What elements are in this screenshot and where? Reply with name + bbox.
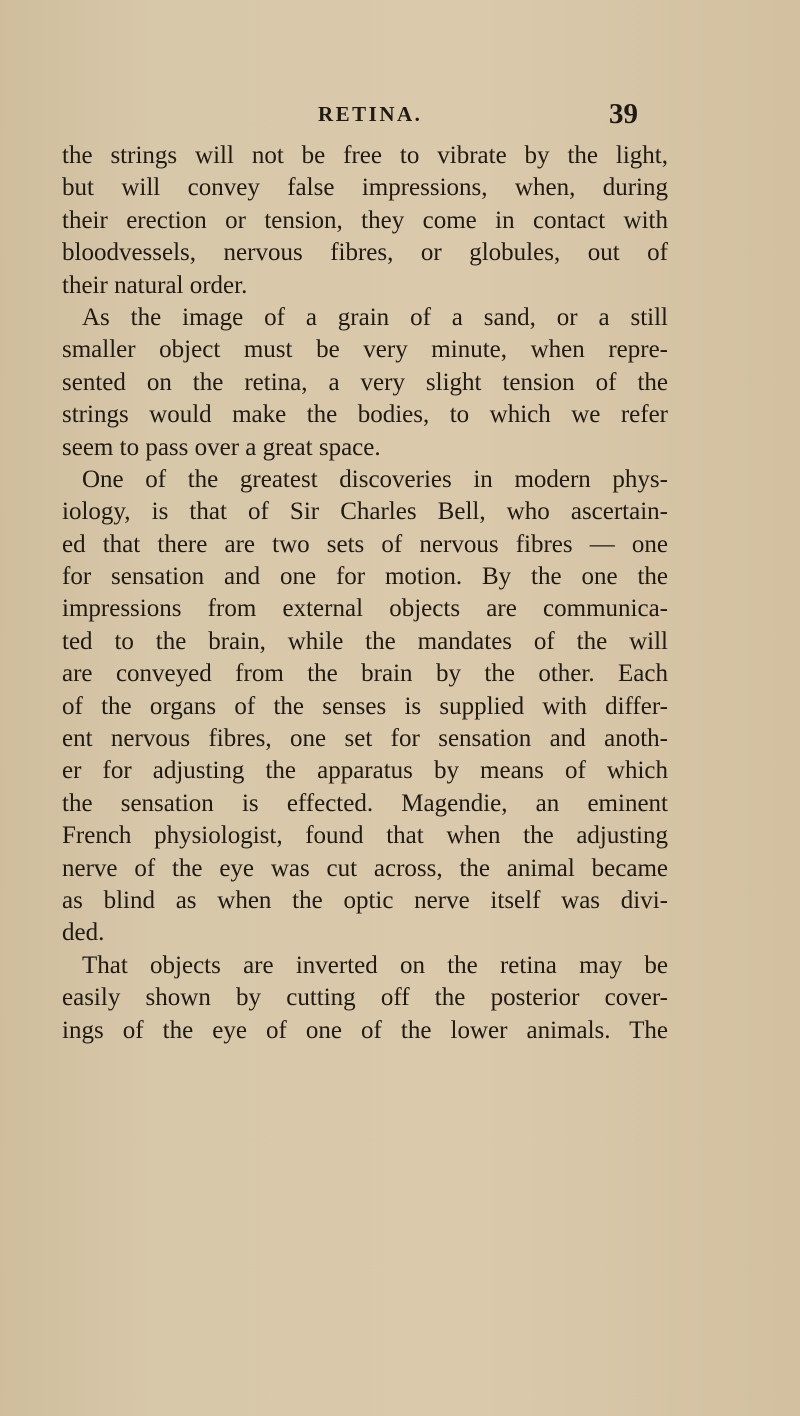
text-line: as blind as when the optic nerve itself was divi- bbox=[62, 886, 668, 914]
text-line: their erection or tension, they come in contact with bbox=[62, 206, 668, 234]
text-line: their natural order. bbox=[62, 271, 248, 299]
text-line: nerve of the eye was cut across, the animal became bbox=[62, 854, 668, 882]
text-line: sented on the retina, a very slight tension of the bbox=[62, 368, 668, 396]
text-line: smaller object must be very minute, when repre- bbox=[62, 336, 668, 364]
text-line: strings would make the bodies, to which we refer bbox=[62, 401, 668, 429]
text-line: of the organs of the senses is supplied with differ- bbox=[62, 692, 668, 720]
text-line: for sensation and one for motion. By the one the bbox=[62, 563, 668, 591]
text-line: the strings will not be free to vibrate by the light, bbox=[62, 142, 668, 169]
page-number: 39 bbox=[609, 98, 638, 130]
text-line: ings of the eye of one of the lower animals. The bbox=[62, 1016, 668, 1044]
text-line: ed that there are two sets of nervous fibres — one bbox=[62, 530, 668, 558]
text-line: seem to pass over a great space. bbox=[62, 433, 381, 461]
running-title: RETINA. bbox=[318, 102, 423, 126]
text-line: iology, is that of Sir Charles Bell, who ascertain- bbox=[62, 498, 668, 526]
text-line: but will convey false impressions, when, during bbox=[62, 174, 668, 202]
text-line: ted to the brain, while the mandates of the will bbox=[62, 627, 668, 655]
text-line: impressions from external objects are communica- bbox=[62, 595, 668, 623]
text-line: er for adjusting the apparatus by means of which bbox=[62, 757, 668, 785]
running-head bbox=[0, 98, 800, 138]
text-line: are conveyed from the brain by the other. Each bbox=[62, 660, 668, 688]
text-line: ent nervous fibres, one set for sensation and anoth- bbox=[62, 725, 668, 753]
text-line: bloodvessels, nervous fibres, or globules, out of bbox=[62, 239, 668, 267]
body-text bbox=[62, 140, 668, 1047]
text-line: French physiologist, found that when the adjusting bbox=[62, 822, 668, 850]
text-line: That objects are inverted on the retina may be bbox=[82, 951, 668, 979]
text-line: easily shown by cutting off the posterior cover- bbox=[62, 984, 668, 1012]
text-line: the sensation is effected. Magendie, an eminent bbox=[62, 789, 668, 817]
text-line: As the image of a grain of a sand, or a still bbox=[82, 303, 668, 331]
text-line: ded. bbox=[62, 919, 105, 947]
text-line: One of the greatest discoveries in modern phys- bbox=[82, 465, 668, 493]
